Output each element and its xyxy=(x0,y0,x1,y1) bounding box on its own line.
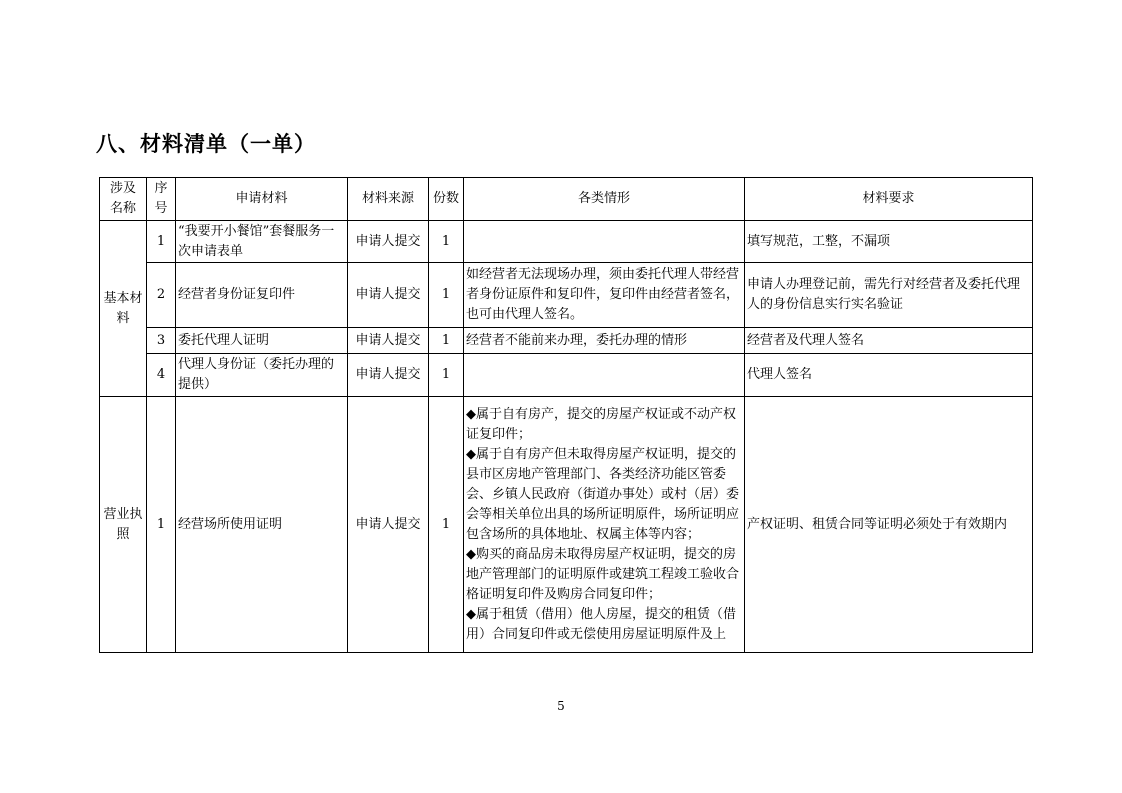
row-material: 代理人身份证（委托办理的提供） xyxy=(176,354,348,397)
table-row xyxy=(100,397,1033,653)
header-copies: 份数 xyxy=(429,178,464,221)
table-header-row xyxy=(100,178,1033,221)
row-requirement: 代理人签名 xyxy=(745,354,1033,397)
header-source: 材料来源 xyxy=(348,178,429,221)
row-copies: 1 xyxy=(429,354,464,397)
row-requirement: 产权证明、租赁合同等证明必须处于有效期内 xyxy=(745,397,1033,653)
situation-item: ◆属于自有房产，提交的房屋产权证或不动产权证复印件； xyxy=(466,406,736,442)
row-material: 经营场所使用证明 xyxy=(176,397,348,653)
row-requirement: 填写规范，工整，不漏项 xyxy=(745,221,1033,263)
row-copies: 1 xyxy=(429,397,464,653)
row-material: 委托代理人证明 xyxy=(176,328,348,354)
row-source: 申请人提交 xyxy=(348,263,429,328)
page-number: 5 xyxy=(557,699,565,713)
category-basic-materials: 基本材料 xyxy=(100,221,147,397)
row-seq: 4 xyxy=(147,354,176,397)
row-situation xyxy=(464,397,745,653)
row-source: 申请人提交 xyxy=(348,354,429,397)
row-copies: 1 xyxy=(429,221,464,263)
table-row xyxy=(100,221,1033,263)
situation-item: ◆属于租赁（借用）他人房屋，提交的租赁（借用）合同复印件或无偿使用房屋证明原件及上 xyxy=(466,606,736,642)
row-material: 经营者身份证复印件 xyxy=(176,263,348,328)
section-title: 八、材料清单（一单） xyxy=(96,132,316,156)
category-business-license: 营业执照 xyxy=(100,397,147,653)
table-row xyxy=(100,263,1033,328)
row-situation: 如经营者无法现场办理，须由委托代理人带经营者身份证原件和复印件，复印件由经营者签名，也可由代理人签名。 xyxy=(464,263,745,328)
row-situation xyxy=(464,221,745,263)
row-source: 申请人提交 xyxy=(348,328,429,354)
row-requirement: 申请人办理登记前，需先行对经营者及委托代理人的身份信息实行实名验证 xyxy=(745,263,1033,328)
header-material: 申请材料 xyxy=(176,178,348,221)
table-row xyxy=(100,328,1033,354)
situation-item: ◆属于自有房产但未取得房屋产权证明，提交的县市区房地产管理部门、各类经济功能区管委会、乡镇人民政府（街道办事处）或村（居）委会等相关单位出具的场所证明原件，场所证明应包含场所的具体地址、权属主体等内容； xyxy=(466,446,740,542)
row-situation: 经营者不能前来办理，委托办理的情形 xyxy=(464,328,745,354)
row-requirement: 经营者及代理人签名 xyxy=(745,328,1033,354)
row-source: 申请人提交 xyxy=(348,397,429,653)
materials-table xyxy=(99,177,1033,653)
row-copies: 1 xyxy=(429,328,464,354)
row-seq: 1 xyxy=(147,221,176,263)
row-situation xyxy=(464,354,745,397)
row-copies: 1 xyxy=(429,263,464,328)
table-row xyxy=(100,354,1033,397)
row-material: “我要开小餐馆”套餐服务一次申请表单 xyxy=(176,221,348,263)
situation-item: ◆购买的商品房未取得房屋产权证明，提交的房地产管理部门的证明原件或建筑工程竣工验收合格证明复印件及购房合同复印件； xyxy=(466,546,740,602)
row-seq: 3 xyxy=(147,328,176,354)
row-seq: 1 xyxy=(147,397,176,653)
header-category: 涉及名称 xyxy=(100,178,147,221)
row-source: 申请人提交 xyxy=(348,221,429,263)
header-requirement: 材料要求 xyxy=(745,178,1033,221)
header-seq: 序号 xyxy=(147,178,176,221)
header-situation: 各类情形 xyxy=(464,178,745,221)
row-seq: 2 xyxy=(147,263,176,328)
